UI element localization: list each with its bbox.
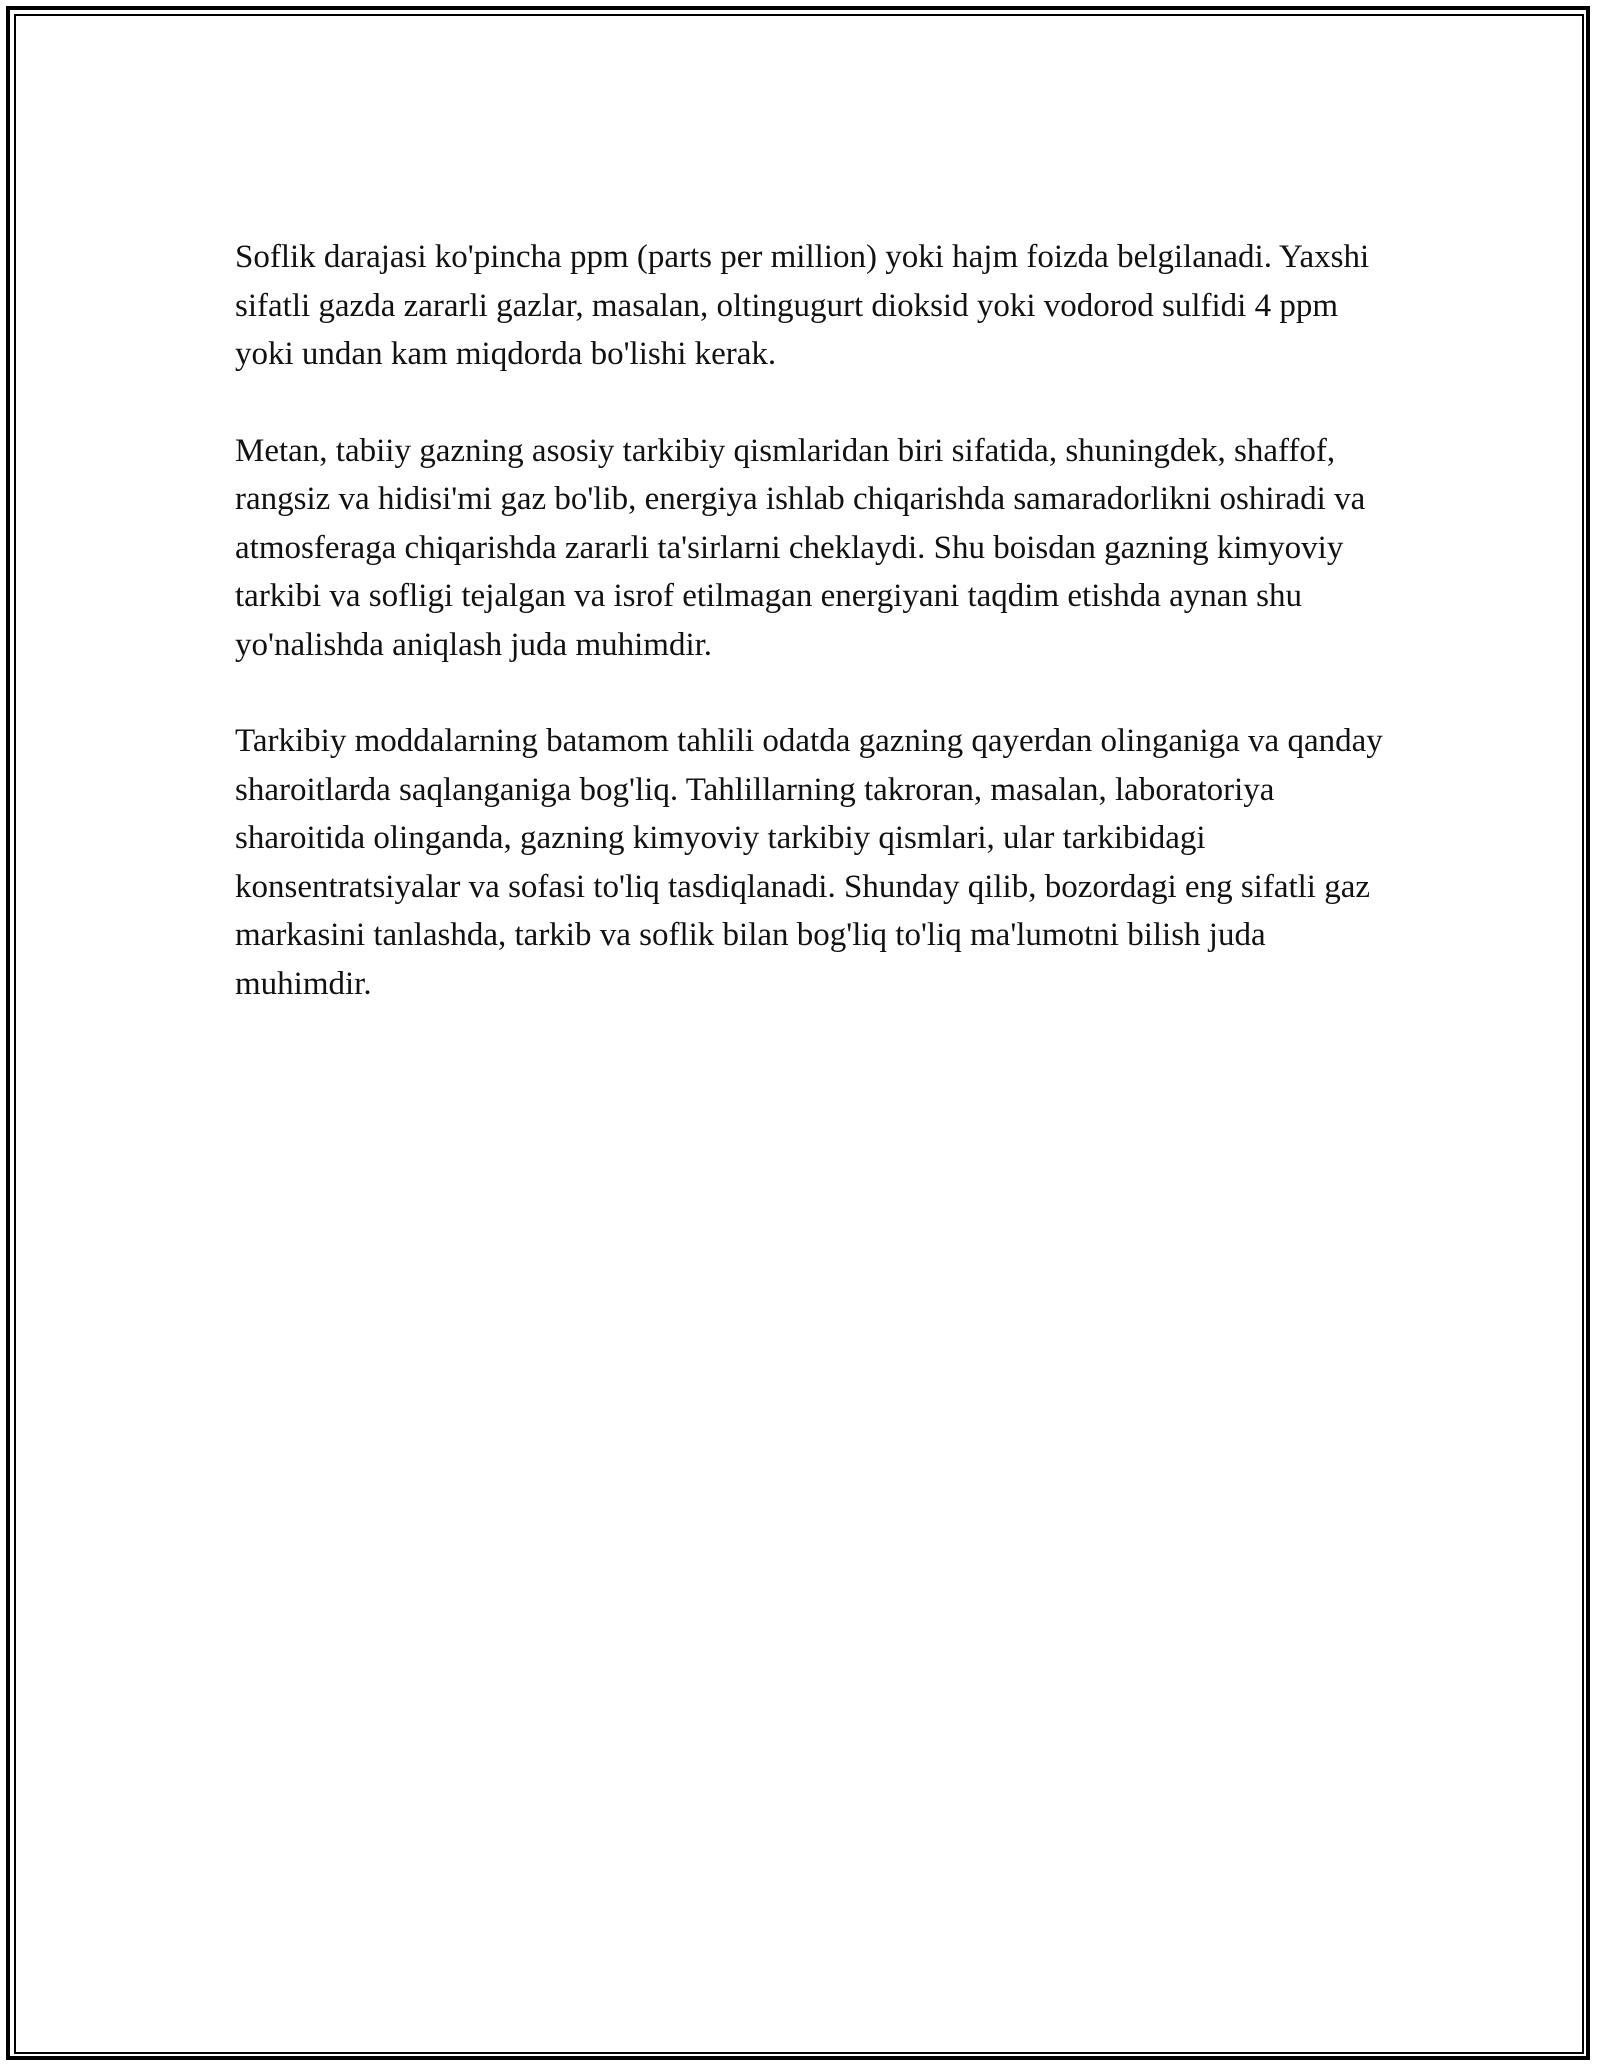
paragraph-3: Tarkibiy moddalarning batamom tahlili odatda gazning qayerdan olinganiga va qanday sharoitlarda saqlanganiga bog'liq. Tahlillarning takroran, masalan, laboratoriya sharoitida olinganda, gazning kimyoviy tarkibiy qismlari, ular tarkibidagi konsentratsiyalar va sofasi to'liq tasdiqlanadi. Shunday qilib, bozordagi eng sifatli gaz markasini tanlashda, tarkib va soflik bilan bog'liq to'liq ma'lumotni bilish juda muhimdir. (235, 723, 1383, 1002)
paragraph-2: Metan, tabiiy gazning asosiy tarkibiy qismlaridan biri sifatida, shuningdek, shaffof, rangsiz va hidisi'mi gaz bo'lib, energiya ishlab chiqarishda samaradorlikni oshiradi va atmosferaga chiqarishda zararli ta'sirlarni cheklaydi. Shu boisdan gazning kimyoviy tarkibi va sofligi tejalgan va isrof etilmagan energiyani taqdim etishda aynan shu yo'nalishda aniqlash juda muhimdir. (235, 432, 1366, 663)
paragraph-1: Soflik darajasi ko'pincha ppm (parts per million) yoki hajm foizda belgilanadi. Yaxshi sifatli gazda zararli gazlar, masalan, oltingugurt dioksid yoki vodorod sulfidi 4 ppm yoki undan kam miqdorda bo'lishi kerak. (235, 239, 1370, 372)
document-body (235, 233, 1385, 1056)
